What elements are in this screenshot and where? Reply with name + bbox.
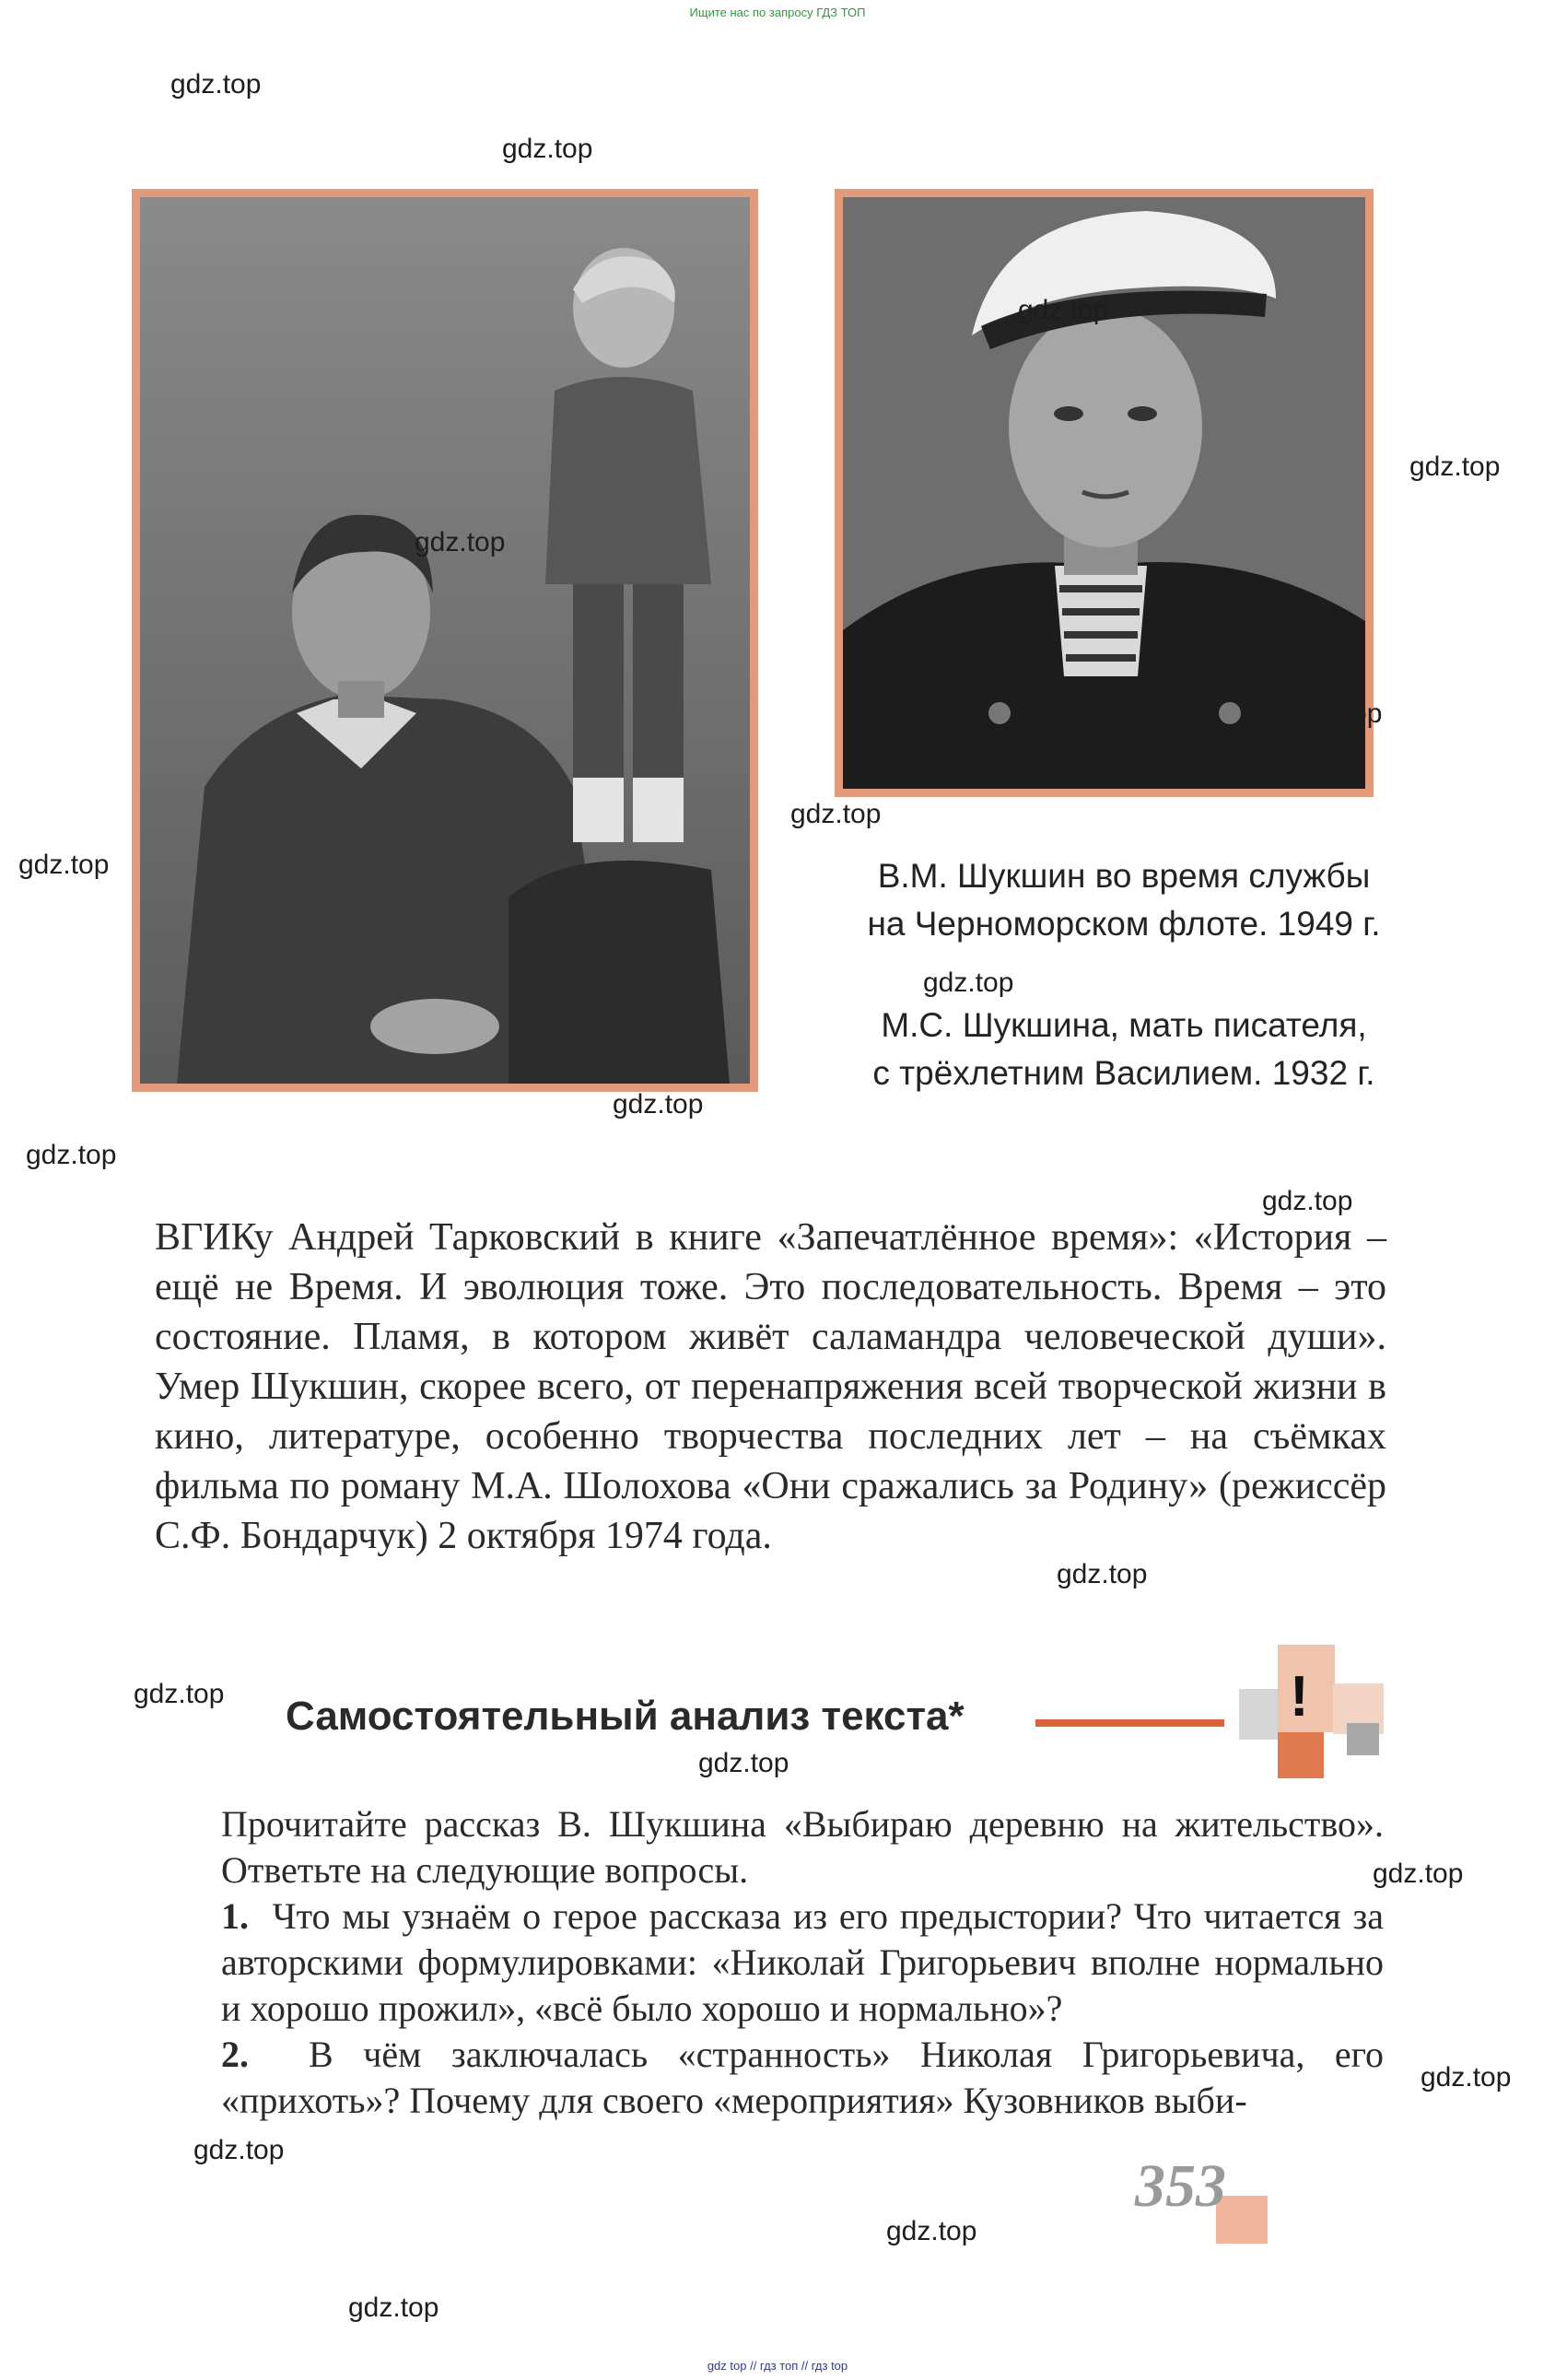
task-block <box>221 1801 1384 2124</box>
watermark: gdz.top <box>923 967 1014 998</box>
watermark: gdz.top <box>1373 1858 1464 1889</box>
title-rule <box>1035 1719 1224 1727</box>
photo-sailor-image <box>843 197 1365 789</box>
question-2-number: 2. <box>221 2034 249 2075</box>
section-title: Самостоятельный анализ текста* <box>286 1694 965 1739</box>
question-1 <box>221 1893 1384 2032</box>
caption-mother-line2: с трёхлетним Василием. 1932 г. <box>872 1054 1375 1092</box>
watermark: gdz.top <box>1292 698 1383 729</box>
watermark: gdz.top <box>886 2216 977 2246</box>
caption-mother <box>829 1002 1419 1097</box>
footer-note: gdz top // гдз топ // гдз top <box>707 2359 848 2373</box>
exclamation-badge-icon: ! <box>1239 1645 1386 1783</box>
caption-sailor-line2: на Черноморском флоте. 1949 г. <box>867 905 1381 943</box>
watermark: gdz.top <box>348 2292 439 2323</box>
caption-sailor <box>829 852 1419 948</box>
photo-mother-and-son-image <box>140 197 750 1084</box>
watermark: gdz.top <box>613 1089 704 1120</box>
watermark: gdz.top <box>1018 295 1109 325</box>
main-paragraph <box>155 1213 1386 1561</box>
question-2-text: В чём заключалась «странность» Николая Григорьевича, его «прихоть»? Почему для своего «мероприятия» Кузовников выби- <box>221 2034 1384 2121</box>
photo-mother-and-son <box>132 189 758 1092</box>
question-1-number: 1. <box>221 1895 249 1937</box>
watermark: gdz.top <box>698 1748 789 1778</box>
watermark: gdz.top <box>134 1679 225 1709</box>
page-number: 353 <box>1135 2152 1226 2220</box>
header-note: Ищите нас по запросу ГДЗ ТОП <box>689 6 866 19</box>
watermark: gdz.top <box>26 1140 117 1170</box>
question-2 <box>221 2032 1384 2124</box>
watermark: gdz.top <box>790 799 882 829</box>
task-intro: Прочитайте рассказ В. Шукшина «Выбираю деревню на жительство». Ответьте на следующие вопросы. <box>221 1803 1384 1891</box>
watermark: gdz.top <box>170 69 262 100</box>
caption-mother-line1: М.С. Шукшина, мать писателя, <box>881 1006 1367 1044</box>
watermark: gdz.top <box>502 134 593 164</box>
watermark: gdz.top <box>1409 451 1501 482</box>
question-1-text: Что мы узнаём о герое рассказа из его предыстории? Что читается за авторскими формулировками: «Николай Григорьевич вполне нормально и хорошо прожил», «всё было хорошо и нормально»? <box>221 1895 1384 2029</box>
watermark: gdz.top <box>1262 1186 1353 1216</box>
main-paragraph-text: ВГИКу Андрей Тарковский в книге «Запечатлённое время»: «История – ещё не Время. И эволюция тоже. Это последовательность. Время – это состояние. Пламя, в котором живёт саламандра человеческой души». Умер Шукшин, скорее всего, от перенапряжения всей творческой жизни в кино, литературе, особенно творчества последних лет – на съёмках фильма по роману М.А. Шолохова «Они сражались за Родину» (режиссёр С.Ф. Бондарчук) 2 октября 1974 года. <box>155 1216 1386 1557</box>
watermark: gdz.top <box>193 2135 285 2165</box>
watermark: gdz.top <box>1057 1559 1148 1589</box>
watermark: gdz.top <box>1421 2062 1512 2093</box>
caption-sailor-line1: В.М. Шукшин во время службы <box>877 857 1371 895</box>
watermark: gdz.top <box>415 527 506 557</box>
watermark: gdz.top <box>18 850 110 880</box>
